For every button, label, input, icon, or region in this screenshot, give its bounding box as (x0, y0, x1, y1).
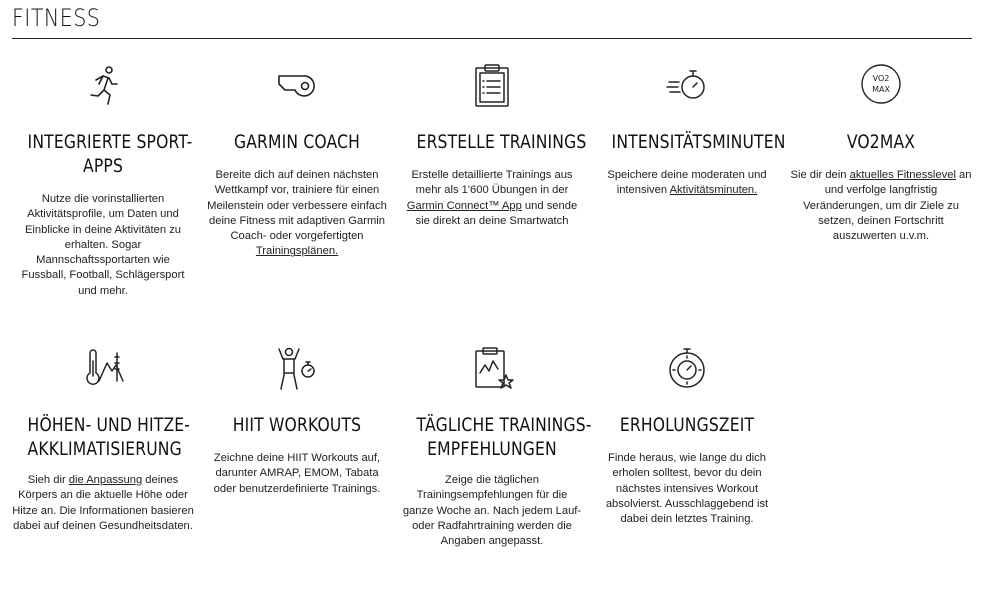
feature-description: Erstelle detaillierte Trainings aus mehr als 1'600 Übungen in der Garmin Connect™ App und sende sie direkt an deine Smartwatch (406, 169, 578, 227)
section-title: FITNESS (12, 4, 101, 32)
feature-description: Nutze die vorinstallierten Aktivitätsprofile, um Daten und Einblicke in deine Aktivitäten zu erhalten. Sogar Mannschaftssportarten wie Fussball, Football, Schlägersport und mehr. (21, 193, 185, 297)
feature-create-workouts (400, 62, 587, 262)
feature-title-line2: EMPFEHLUNGEN (427, 438, 557, 460)
fitness-level-link[interactable]: aktuelles Fitnesslevel (849, 169, 956, 181)
feature-description: Bereite dich auf deinen nächsten Wettkampf vor, trainiere für einen Meilenstein oder verbessere einfach deine Fitness mit adaptiven Garmin Coach- oder vorgefertigten Trainingsplänen. (207, 169, 387, 258)
feature-title: INTENSITÄTSMINUTEN (611, 131, 786, 153)
feature-title: HÖHEN- UND HITZE- (27, 414, 191, 436)
feature-recovery-time (595, 345, 779, 545)
feature-vo2max (789, 62, 973, 262)
section-divider (12, 38, 972, 39)
feature-title: HIIT WORKOUTS (232, 414, 362, 436)
feature-title: GARMIN COACH (233, 131, 361, 153)
intensity-minutes-link[interactable]: Aktivitätsminuten. (669, 184, 758, 197)
adaptation-link[interactable]: die Anpassung (68, 474, 143, 486)
feature-description: Finde heraus, wie lange du dich erholen solltest, bevor du dein nächstes intensives Workout absolvierst. Ausschlaggebend ist dabei dein letztes Training. (605, 452, 769, 526)
training-plans-link[interactable]: Trainingsplänen. (255, 245, 339, 258)
garmin-connect-link[interactable]: Garmin Connect™ App (406, 199, 522, 212)
feature-title: ERSTELLE TRAININGS (416, 131, 587, 153)
vo2max-icon (857, 62, 905, 110)
recovery-timer-icon (663, 345, 711, 393)
feature-title: INTEGRIERTE SPORT- (27, 131, 193, 153)
feature-title: ERHOLUNGSZEIT (619, 414, 755, 436)
feature-description: Speichere deine moderaten und intensiven Aktivitätsminuten. (607, 169, 767, 197)
feature-description: Zeichne deine HIIT Workouts auf, darunter AMRAP, EMOM, Tabata oder benutzerdefinierte Trainings. (213, 452, 381, 495)
feature-daily-suggested-workouts (400, 345, 592, 565)
feature-description: Sie dir dein aktuelles Fitnesslevel an und verfolge langfristig Veränderungen, um dir Ziele zu setzen, deinen Fortschritt auszuwerten u.v.m. (790, 169, 972, 243)
clipboard-icon (468, 62, 516, 110)
feature-title-line2: AKKLIMATISIERUNG (27, 438, 182, 460)
feature-intensity-minutes (595, 62, 786, 262)
feature-description: Zeige die täglichen Trainingsempfehlungen für die ganze Woche an. Nach jedem Lauf- oder Radfahrtraining werden die Angaben angepasst. (402, 474, 582, 548)
svg-text:MAX: MAX (872, 85, 890, 94)
stopwatch-speed-icon (663, 62, 711, 110)
thermometer-mountain-icon (79, 345, 127, 393)
feature-description: Sieh dir die Anpassung deines Körpers an die aktuelle Höhe oder Hitze an. Die Informationen basieren dabei auf deinen Gesundheitsdaten. (12, 474, 194, 532)
feature-title-line2: APPS (82, 155, 124, 177)
feature-garmin-coach (205, 62, 389, 262)
clipboard-chart-star-icon (468, 345, 516, 393)
feature-hiit-workouts (205, 345, 389, 545)
whistle-icon (273, 62, 321, 110)
svg-text:VO2: VO2 (872, 74, 890, 83)
feature-title: TÄGLICHE TRAININGS- (416, 414, 592, 436)
feature-integrated-sport-apps (11, 62, 195, 302)
feature-title: VO2MAX (846, 131, 916, 153)
feature-altitude-heat-acclimation (11, 345, 195, 545)
runner-icon (79, 62, 127, 110)
hiit-icon (273, 345, 321, 393)
